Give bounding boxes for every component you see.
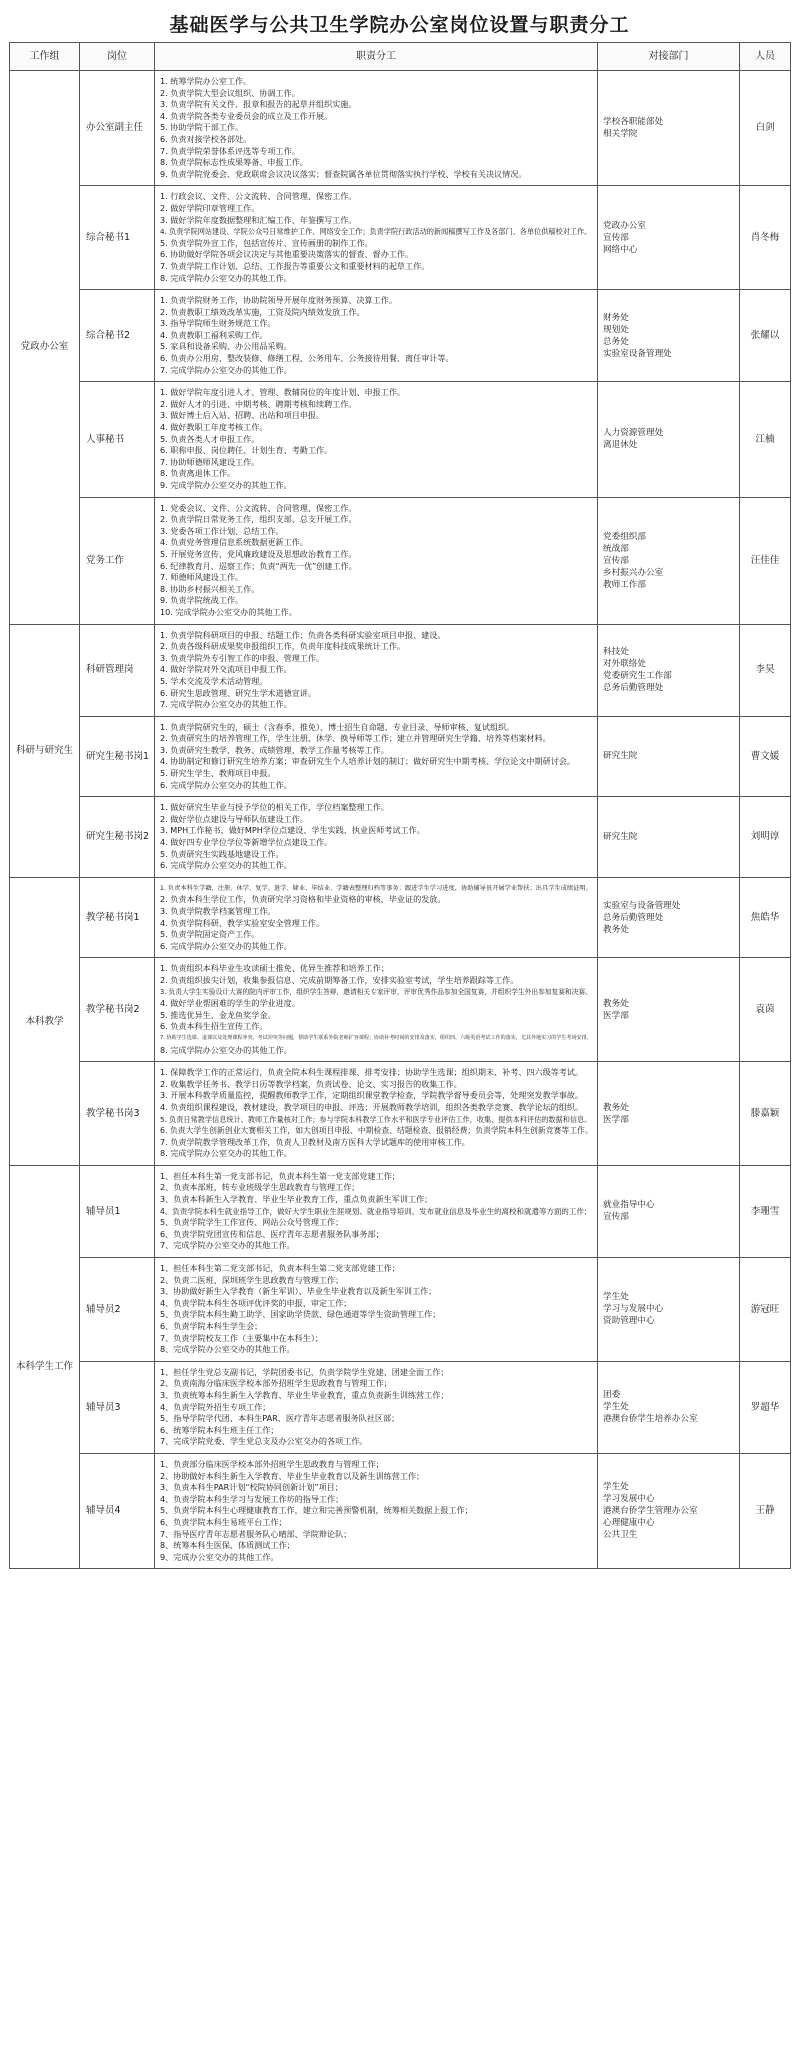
- dept-cell: [598, 382, 740, 497]
- duty-item: 7. 负责学院工作计划、总结、工作报告等重要公文和重要材料的起草工作。: [160, 260, 430, 271]
- duty-item: 2. 负责各级科研成果奖申报组织工作，负责年度科技成果统计工作。: [160, 641, 406, 652]
- duty-item: 5、指导学院学代团、本科生PAR、医疗青年志愿者服务队社区部；: [160, 1413, 400, 1424]
- duty-item: 6. 协助做好学院各项会议决定与其他重要决策落实的督查、督办工作。: [160, 249, 414, 260]
- post-cell: 辅导员2: [80, 1258, 155, 1362]
- dept-item: 总务处: [603, 336, 629, 347]
- dept-item: 医学部: [603, 1010, 629, 1021]
- dept-item: 网络中心: [603, 244, 638, 255]
- dept-item: 教师工作部: [603, 579, 646, 590]
- dept-cell: [598, 290, 740, 382]
- duty-item: 9. 完成学院办公室交办的其他工作。: [160, 480, 292, 490]
- duty-item: 4、负责学院本科生就业指导工作，做好大学生职业生涯规划、就业指导培训、发布就业信息及毕业生的离校和就遣等方面的工作；: [160, 1206, 592, 1216]
- post-cell: 辅导员4: [80, 1453, 155, 1568]
- table-row: [10, 877, 791, 958]
- duty-item: 5. 负责学院外宣工作，包括宣传片、宣传画册的制作工作。: [160, 237, 373, 248]
- duty-item: 7. 师德师风建设工作。: [160, 572, 244, 583]
- duty-item: 4. 负责学院科研、教学实验室安全管理工作。: [160, 917, 325, 928]
- duties-cell: [155, 624, 598, 716]
- duty-item: 7. 协助学生选课、退课以及处理课程冲突、考试冲突等问题，帮助学生联系外院老师扩容课程；协助补考时间的安排及落实，组织四、六级英语考试工作的落实，尤其外地实习的学生考场安排。: [160, 1034, 592, 1041]
- post-cell: 辅导员3: [80, 1361, 155, 1453]
- dept-item: 统战部: [603, 543, 629, 554]
- header-person: 人员: [740, 43, 791, 71]
- table-row: [10, 624, 791, 716]
- table-row: [10, 186, 791, 290]
- table-row: [10, 1062, 791, 1166]
- duty-item: 4. 负责学院网站建设、学院公众号日常维护工作、网络安全工作；负责学院行政活动的新闻稿撰写工作及各部门、各单位供稿校对工作。: [160, 227, 592, 237]
- duties-cell: [155, 1453, 598, 1568]
- dept-item: 实验室设备管理处: [603, 348, 672, 359]
- dept-cell: [598, 1258, 740, 1362]
- post-cell: 教学秘书岗2: [80, 958, 155, 1062]
- dept-item: 学生处: [603, 1292, 629, 1303]
- duty-item: 1. 负责学院科研项目的申报、结题工作；负责各类科研实验室项目申报、建设。: [160, 629, 446, 640]
- dept-item: 宣传部: [603, 1212, 629, 1223]
- duty-item: 1、负责部分临床医学校本部外招班学生思政教育与管理工作；: [160, 1458, 384, 1469]
- duty-item: 6. 负责办公用房、整改装修、修缮工程、公务用车、公务接待用餐、离任审计等。: [160, 353, 454, 364]
- duty-item: 7、完成学院党委、学生党总支及办公室交办的各项工作。: [160, 1436, 368, 1447]
- duty-item: 3. 负责研究生教学、教务、成绩管理、教学工作量考核等工作。: [160, 744, 389, 755]
- header-duties: 职责分工: [155, 43, 598, 71]
- duty-item: 5. 负责日常教学信息统计、教师工作量核对工作；参与学院本科教学工作水平和医学专业评估工作，收集、提供本科评估的数据和信息。: [160, 1114, 592, 1124]
- duty-item: 6. 职称申报、岗位聘任、计划生育、考勤工作。: [160, 445, 333, 456]
- duty-item: 4、负责学院本科生各项评优评奖的申报、审定工作；: [160, 1297, 352, 1308]
- duty-item: 1. 统筹学院办公室工作。: [160, 76, 252, 86]
- duty-item: 1、担任本科生第二党支部书记，负责本科生第二党支部党建工作；: [160, 1263, 400, 1274]
- dept-item: 对外联络处: [603, 659, 646, 670]
- duty-item: 2、协助做好本科生新生入学教育、毕业生毕业教育以及新生训练营工作；: [160, 1470, 425, 1481]
- duties-cell: [155, 958, 598, 1062]
- person-cell: 罗超华: [740, 1361, 791, 1453]
- duty-item: 7. 负责学院教学管理改革工作，负责人卫教材及南方医科大学试题库的使用审核工作。: [160, 1136, 470, 1147]
- dept-item: 规划处: [603, 324, 629, 335]
- duty-item: 3、协助做好新生入学教育（新生军训）、毕业生毕业教育以及新生军训工作；: [160, 1286, 437, 1297]
- duty-item: 1. 保障教学工作的正常运行，负责全院本科生课程排课、排考安排；协助学生选课；组织期末、补考、四六级等考试。: [160, 1067, 584, 1078]
- dept-item: 总务后勤管理处: [603, 683, 664, 694]
- duty-item: 7. 完成学院办公室交办的其他工作。: [160, 699, 292, 710]
- dept-cell: [598, 1361, 740, 1453]
- duty-item: 5、负责学院本科生勤工助学、国家助学贷款、绿色通道等学生资助管理工作；: [160, 1309, 441, 1320]
- duty-item: 1. 负责组织本科毕业生攻读硕士推免、优异生推荐和培养工作；: [160, 963, 389, 974]
- post-cell: 教学秘书岗1: [80, 877, 155, 958]
- dept-item: 就业指导中心: [603, 1200, 655, 1211]
- duty-item: 8、统筹本科生医保、体质测试工作；: [160, 1540, 295, 1551]
- dept-item: 学生处: [603, 1482, 629, 1493]
- duty-item: 2. 做好学院印章管理工作。: [160, 202, 260, 213]
- dept-cell: [598, 497, 740, 624]
- dept-cell: [598, 716, 740, 797]
- post-cell: 科研管理岗: [80, 624, 155, 716]
- table-row: [10, 716, 791, 797]
- duty-item: 5. 负责研究生实践基地建设工作。: [160, 848, 284, 859]
- duty-item: 8. 完成学院办公室交办的其他工作。: [160, 272, 292, 283]
- dept-item: 医学部: [603, 1114, 629, 1125]
- work-group-cell: 党政办公室: [10, 71, 80, 625]
- post-cell: 研究生秘书岗2: [80, 797, 155, 878]
- dept-item: 团委: [603, 1390, 621, 1401]
- duty-item: 7. 完成学院办公室交办的其他工作。: [160, 364, 292, 375]
- duty-item: 4、负责学院外招生专项工作；: [160, 1401, 271, 1412]
- duty-item: 6、负责学院本科生易班平台工作；: [160, 1516, 287, 1527]
- table-row: [10, 382, 791, 497]
- duty-item: 1. 做好研究生毕业与授予学位的相关工作，学位档案整理工作。: [160, 802, 389, 813]
- duty-item: 3、负责本科新生入学教育、毕业生毕业教育工作，重点负责新生军训工作；: [160, 1194, 433, 1205]
- duty-item: 1. 行政会议、文件、公文流转、合同管理、保密工作。: [160, 191, 357, 202]
- dept-item: 港澳台侨学生管理办公室: [603, 1506, 698, 1517]
- duty-item: 8、完成学院办公室交办的其他工作。: [160, 1344, 295, 1355]
- table-row: [10, 1258, 791, 1362]
- dept-item: 乡村振兴办公室: [603, 567, 664, 578]
- dept-cell: [598, 624, 740, 716]
- duty-item: 7、负责学院校友工作（主要集中在本科生）；: [160, 1332, 323, 1343]
- duty-item: 9、完成办公室交办的其他工作。: [160, 1551, 279, 1562]
- header-group: 工作组: [10, 43, 80, 71]
- duty-item: 4. 负责党务管理信息系统数据更新工作。: [160, 537, 308, 548]
- dept-item: 心理健康中心: [603, 1518, 655, 1529]
- duty-item: 2. 负责组织拔尖计划，收集参报信息、完成前期筹备工作，安排实验室考试，学生培养跟踪等工作。: [160, 974, 519, 985]
- duty-item: 6、负责学院党团宣传和信息、医疗青年志愿者服务队事务部；: [160, 1228, 384, 1239]
- person-cell: 焦皓华: [740, 877, 791, 958]
- dept-item: 科技处: [603, 647, 629, 658]
- duty-item: 4. 做好学业帮困难的学生的学业进度。: [160, 998, 300, 1009]
- duty-item: 2. 做好人才的引进、中期考核、聘期考核和续聘工作。: [160, 398, 357, 409]
- duty-item: 3. MPH工作秘书，做好MPH学位点建设、学生实践、执业医师考试工作。: [160, 825, 425, 836]
- duties-cell: [155, 797, 598, 878]
- person-cell: 滕嘉颖: [740, 1062, 791, 1166]
- duty-item: 4. 负责学院各类专业委员会的成立及工作开展。: [160, 110, 333, 121]
- dept-item: 学习与发展中心: [603, 1304, 664, 1315]
- dept-item: 宣传部: [603, 232, 629, 243]
- duty-item: 2. 负责本科生学位工作，负责研究学习资格和毕业资格的审核，毕业证的发放。: [160, 894, 446, 905]
- duty-item: 5、负责学院本科生心理健康教育工作，建立和完善预警机制，统筹相关数据上报工作；: [160, 1505, 473, 1516]
- duty-item: 1. 做好学院年度引进人才、管理、教辅岗位的年度计划、申报工作。: [160, 387, 406, 398]
- duty-item: 4、负责学院本科生学习与发展工作坊的指导工作；: [160, 1493, 344, 1504]
- dept-item: 党委研究生工作部: [603, 671, 672, 682]
- duty-item: 3. 做好学院年度数据整理和汇编工作、年鉴撰写工作。: [160, 214, 357, 225]
- person-cell: 白剑: [740, 71, 791, 186]
- duties-cell: [155, 290, 598, 382]
- dept-item: 学习发展中心: [603, 1494, 655, 1505]
- duty-item: 6. 负责大学生创新创业大赛相关工作，如大创项目申报、中期检查、结题检查、报销经费；负责学院本科生创新竞赛等工作。: [160, 1126, 593, 1136]
- work-group-cell: 本科教学: [10, 877, 80, 1165]
- duty-item: 2、负责二医班、深圳班学生思政教育与管理工作；: [160, 1274, 344, 1285]
- duties-cell: [155, 71, 598, 186]
- duty-item: 3. 开展本科教学质量监控，提醒教师教学工作，定期组织课堂教学检查，学院教学督导委员会等，处理突发教学事故。: [160, 1090, 584, 1101]
- duty-item: 6、负责学院本科生学生会；: [160, 1321, 263, 1331]
- duty-item: 8. 协助乡村振兴相关工作。: [160, 583, 260, 594]
- dept-item: 总务后勤管理处: [603, 912, 664, 923]
- person-cell: 曹文媛: [740, 716, 791, 797]
- duty-item: 3. 负责学院教学档案管理工作。: [160, 906, 276, 916]
- table-row: [10, 1165, 791, 1257]
- duty-item: 8. 负责学院标志性成果筹备、申报工作。: [160, 157, 308, 168]
- duty-item: 2. 做好学位点建设与导师队伍建设工作。: [160, 813, 308, 824]
- duties-cell: [155, 497, 598, 624]
- duty-item: 3. 党委各项工作计划、总结工作。: [160, 525, 284, 536]
- person-cell: 张耀以: [740, 290, 791, 382]
- duty-item: 2. 收集教学任务书、教学日历等教学档案，负责试卷、论文、实习报告的收集工作。: [160, 1078, 462, 1089]
- duty-item: 6. 负责本科生招生宣传工作。: [160, 1021, 268, 1032]
- dept-item: 学校各职能部处: [603, 117, 664, 128]
- dept-item: 实验室与设备管理处: [603, 900, 681, 911]
- dept-cell: [598, 186, 740, 290]
- post-cell: 研究生秘书岗1: [80, 716, 155, 797]
- duty-item: 9. 负责学院统战工作。: [160, 595, 244, 606]
- duty-item: 2. 负责学院大型会议组织、协调工作。: [160, 87, 300, 98]
- duty-item: 1. 负责学院财务工作，协助院领导开展年度财务预算、决算工作。: [160, 295, 397, 306]
- duty-item: 2、负责本部班，转专业班级学生思政教育与管理工作；: [160, 1182, 360, 1193]
- post-cell: 办公室副主任: [80, 71, 155, 186]
- person-cell: 江楠: [740, 382, 791, 497]
- duties-cell: [155, 1062, 598, 1166]
- dept-item: 资助管理中心: [603, 1316, 655, 1327]
- duty-item: 4. 做好学院对外交流项目申报工作。: [160, 664, 292, 675]
- duty-item: 6. 完成学院办公室交办的其他工作。: [160, 860, 292, 871]
- person-cell: 李珊雪: [740, 1165, 791, 1257]
- duty-item: 6、统筹学院本科生班主任工作；: [160, 1424, 279, 1435]
- person-cell: 游冠旺: [740, 1258, 791, 1362]
- duty-item: 4. 协助制定和修订研究生培养方案；审查研究生个人培养计划的制订；做好研究生中期考核、学位论文中期研讨会。: [160, 756, 575, 767]
- duty-item: 2. 负责学院日常党务工作，组织支部、总支开展工作。: [160, 514, 357, 525]
- work-group-cell: 本科学生工作: [10, 1165, 80, 1568]
- duty-item: 5. 开展党务宣传、党风廉政建设及思想政治教育工作。: [160, 548, 357, 559]
- dept-cell: [598, 797, 740, 878]
- duty-item: 5. 负责学院固定资产工作。: [160, 929, 260, 940]
- duties-cell: [155, 382, 598, 497]
- duty-item: 10. 完成学院办公室交办的其他工作。: [160, 606, 297, 617]
- person-cell: 刘明谆: [740, 797, 791, 878]
- header-row: [10, 43, 791, 71]
- header-post: 岗位: [80, 43, 155, 71]
- dept-item: 教务处: [603, 998, 629, 1009]
- page-title: 基础医学与公共卫生学院办公室岗位设置与职责分工: [169, 14, 630, 36]
- table-row: [10, 1453, 791, 1568]
- duty-item: 7. 负责学院荣誉体系评选等专项工作。: [160, 145, 300, 156]
- dept-cell: [598, 1062, 740, 1166]
- duty-item: 5. 研究生学生、教师项目申报。: [160, 768, 276, 779]
- duty-item: 4. 做好教职工年度考核工作。: [160, 422, 268, 433]
- duty-table: [9, 42, 791, 1569]
- dept-cell: [598, 1165, 740, 1257]
- dept-cell: [598, 958, 740, 1062]
- dept-item: 离退休处: [603, 440, 638, 451]
- dept-item: 港澳台侨学生培养办公室: [603, 1414, 698, 1425]
- duty-item: 9. 负责学院党委会、党政联席会议决议落实；督查院属各单位贯彻落实执行学校、学校有关决议情况。: [160, 168, 527, 179]
- duty-item: 2. 负责研究生的培养管理工作，学生注册、休学、换导师等工作；建立并管理研究生学籍、培养等档案材料。: [160, 733, 551, 744]
- post-cell: 综合秘书2: [80, 290, 155, 382]
- duty-item: 6. 纪律教育月、巡察工作；负责“两先一优”创建工作。: [160, 560, 357, 571]
- person-cell: 王静: [740, 1453, 791, 1568]
- duty-item: 4. 做好四专业学位学位等新增学位点建设工作。: [160, 837, 333, 848]
- post-cell: 党务工作: [80, 497, 155, 624]
- duty-item: 3. 负责学院外专引智工作的申报、管理工作。: [160, 652, 325, 663]
- duty-item: 3. 指导学院师生财务规范工作。: [160, 318, 276, 329]
- duty-item: 5、负责学院学生工作宣传、网站公众号管理工作；: [160, 1217, 344, 1228]
- duty-item: 1. 党委会议、文件、公文流转、合同管理、保密工作。: [160, 502, 357, 513]
- duty-item: 1. 负责本科生学籍，注册、休学、复学、退学、肄业、毕结业、学籍表整理归档等事务；跟进学生学习进度，协助辅导员开展学业帮扶；出具学生成绩证明。: [160, 884, 592, 892]
- dept-cell: [598, 71, 740, 186]
- person-cell: 袁茵: [740, 958, 791, 1062]
- dept-item: 党政办公室: [603, 220, 646, 231]
- duty-item: 6. 完成学院办公室交办的其他工作。: [160, 779, 292, 790]
- duties-cell: [155, 1258, 598, 1362]
- table-row: [10, 958, 791, 1062]
- dept-item: 相关学院: [603, 129, 638, 140]
- post-cell: 教学秘书岗3: [80, 1062, 155, 1166]
- table-row: [10, 71, 791, 186]
- duty-item: 5. 家具和设备采购、办公用品采购。: [160, 341, 292, 352]
- table-row: [10, 497, 791, 624]
- table-row: [10, 797, 791, 878]
- duty-item: 7、完成学院办公室交办的其他工作。: [160, 1240, 295, 1251]
- dept-item: 教务处: [603, 1102, 629, 1113]
- duty-item: 5. 推选优异生、金龙鱼奖学金。: [160, 1009, 276, 1020]
- duties-cell: [155, 1361, 598, 1453]
- work-group-cell: 科研与研究生: [10, 624, 80, 877]
- duty-item: 5. 学术交流及学术活动管理。: [160, 675, 268, 686]
- duty-item: 7. 协助师德师风建设工作。: [160, 456, 260, 467]
- duty-item: 3、负责本科生PAR计划“校院协同创新计划”项目；: [160, 1482, 343, 1493]
- duty-item: 3、负责统筹本科生新生入学教育、毕业生毕业教育，重点负责新生训练营工作；: [160, 1389, 449, 1400]
- duty-item: 6. 研究生思政管理、研究生学术道德宣讲。: [160, 687, 316, 698]
- dept-item: 研究生院: [603, 751, 638, 762]
- duty-item: 1、担任学生党总支副书记，学院团委书记，负责学院学生党建、团建全面工作；: [160, 1366, 449, 1377]
- dept-item: 财务处: [603, 312, 629, 323]
- duty-item: 2、负责南海分临床医学校本部外招班学生思政教育与管理工作；: [160, 1378, 392, 1389]
- dept-cell: [598, 1453, 740, 1568]
- duty-item: 5. 协助学院干部工作。: [160, 122, 244, 133]
- table-row: [10, 1361, 791, 1453]
- duties-cell: [155, 877, 598, 958]
- dept-cell: [598, 877, 740, 958]
- person-cell: 肖冬梅: [740, 186, 791, 290]
- dept-item: 党委组织部: [603, 531, 646, 542]
- duty-item: 2. 负责教职工绩效改革实施，工资及院内绩效发放工作。: [160, 306, 365, 317]
- duty-item: 7、指导医疗青年志愿者服务队心晴部、学院辩论队；: [160, 1528, 352, 1539]
- duty-item: 3. 做好博士后入站、招聘、出站和项目申报。: [160, 410, 325, 421]
- duty-item: 1、担任本科生第一党支部书记，负责本科生第一党支部党建工作；: [160, 1170, 400, 1181]
- duty-item: 1. 负责学院研究生的，硕士（含春季、推免）、博士招生自命题、专业目录、导师审核、复试组织。: [160, 721, 515, 732]
- duties-cell: [155, 186, 598, 290]
- dept-item: 教务处: [603, 924, 629, 935]
- duties-cell: [155, 1165, 598, 1257]
- duty-item: 8. 完成学院办公室交办的其他工作。: [160, 1044, 292, 1055]
- dept-item: 研究生院: [603, 832, 638, 843]
- duty-item: 6. 完成学院办公室交办的其他工作。: [160, 940, 292, 951]
- duty-item: 4. 负责组织课程建设，教材建设，教学项目的申报、评选；开展教师教学培训，组织各类教学竞赛、教学论坛的组织。: [160, 1101, 584, 1112]
- duty-item: 6. 负责对接学校各部处。: [160, 133, 252, 144]
- post-cell: 人事秘书: [80, 382, 155, 497]
- duty-item: 8. 负责离退休工作。: [160, 468, 236, 479]
- duty-item: 8. 完成学院办公室交办的其他工作。: [160, 1148, 292, 1159]
- duty-item: 3. 负责大学生实验设计大赛的院内评审工作，组织学生答辩，邀请相关专家评审，评审优秀作品参加全国复赛，并组织学生外出参加复赛和决赛。: [160, 987, 592, 996]
- duties-cell: [155, 716, 598, 797]
- table-row: [10, 290, 791, 382]
- person-cell: 李昊: [740, 624, 791, 716]
- header-dept: 对接部门: [598, 43, 740, 71]
- dept-item: 公共卫生: [603, 1530, 638, 1541]
- dept-item: 人力资源管理处: [603, 428, 664, 439]
- duty-item: 4. 负责教职工福利采购工作。: [160, 329, 268, 340]
- person-cell: 汪佳佳: [740, 497, 791, 624]
- post-cell: 辅导员1: [80, 1165, 155, 1257]
- duty-item: 3. 负责学院有关文件、报章和报告的起草并组织实施。: [160, 99, 357, 110]
- dept-item: 宣传部: [603, 555, 629, 566]
- post-cell: 综合秘书1: [80, 186, 155, 290]
- dept-item: 学生处: [603, 1402, 629, 1413]
- duty-item: 5. 负责各类人才申报工作。: [160, 433, 260, 444]
